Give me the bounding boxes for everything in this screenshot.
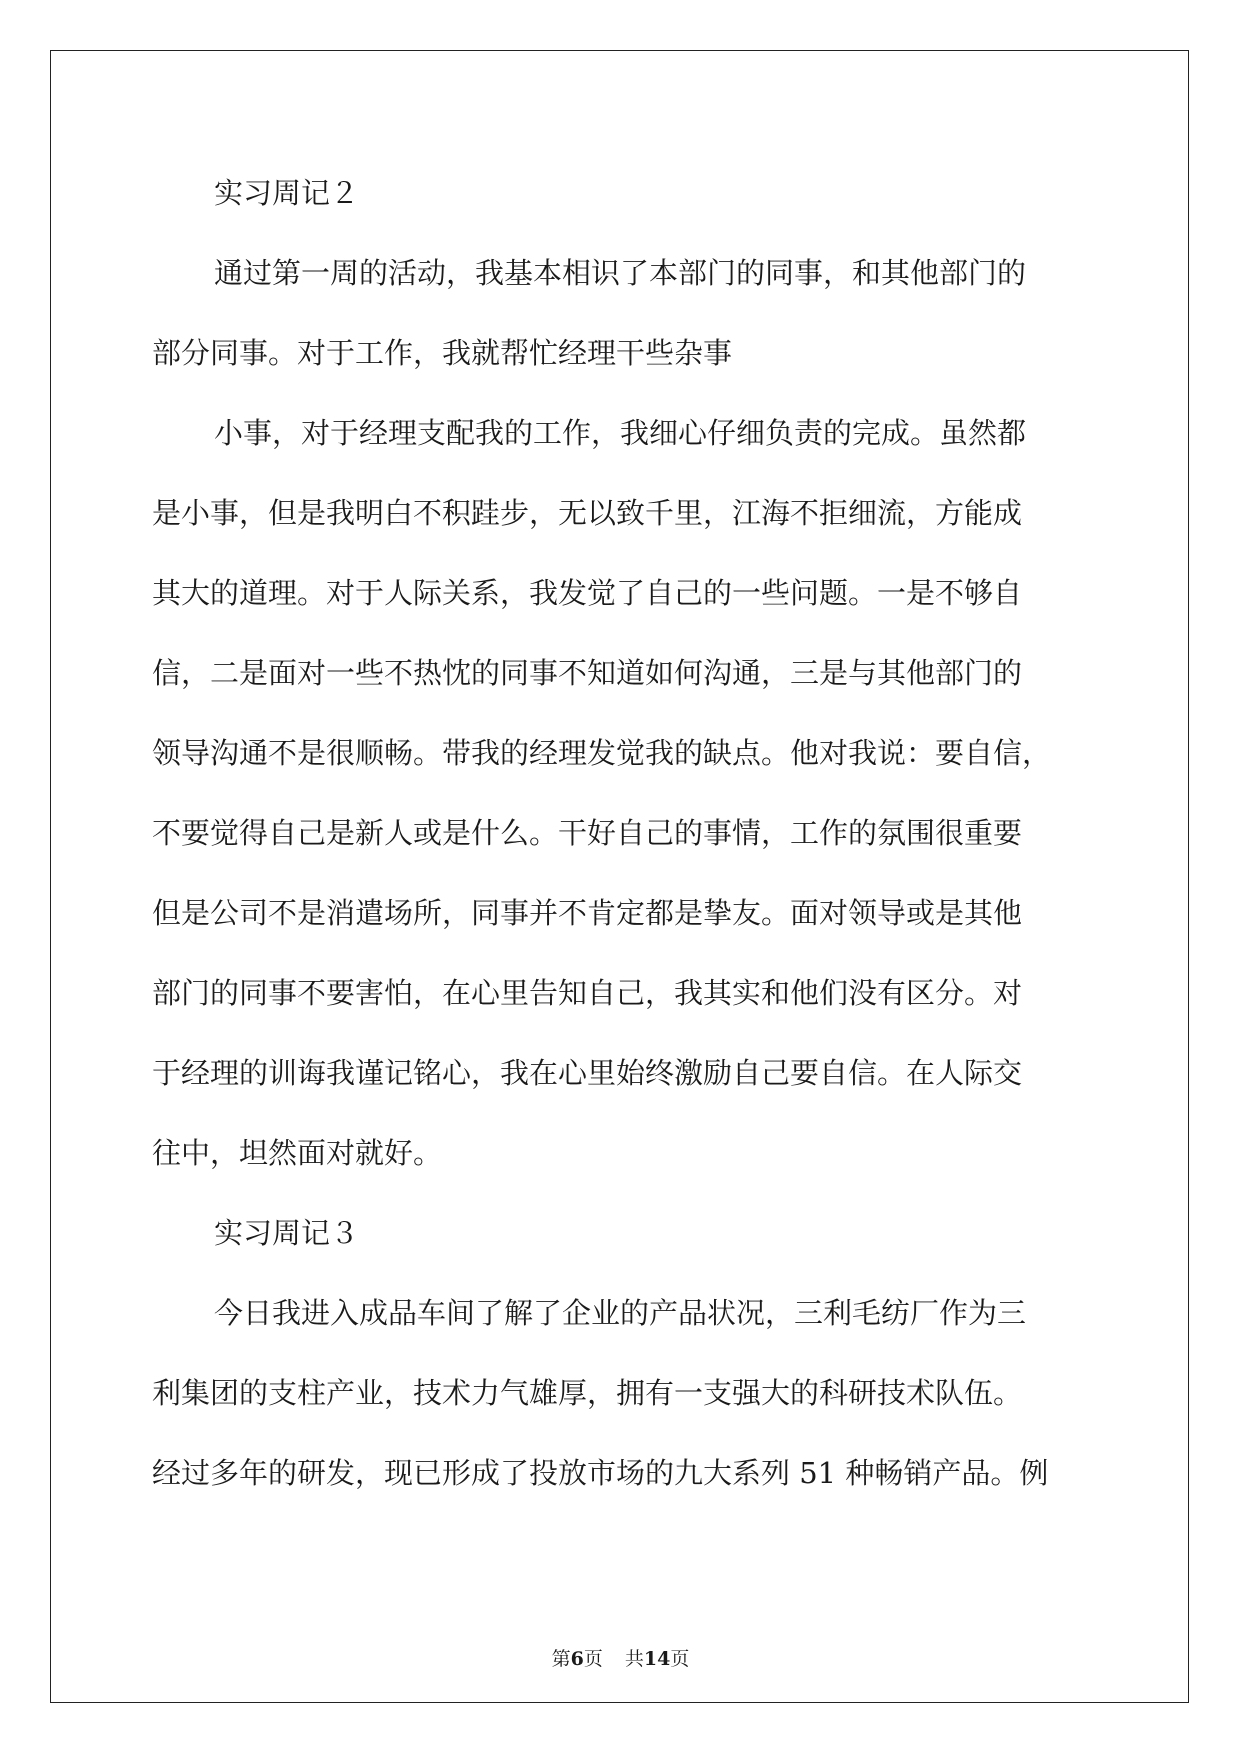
paragraph-line: 小事，对于经理支配我的工作，我细心仔细负责的完成。虽然都 — [214, 416, 1027, 450]
total-prefix: 共 — [624, 1648, 644, 1670]
paragraph-line: 其大的道理。对于人际关系，我发觉了自己的一些问题。一是不够自 — [152, 576, 1023, 610]
paragraph-line: 利集团的支柱产业，技术力气雄厚，拥有一支强大的科研技术队伍。 — [152, 1376, 1023, 1410]
paragraph-line: 部分同事。对于工作，我就帮忙经理干些杂事 — [152, 336, 733, 370]
total-page-number: 14 — [643, 1648, 671, 1670]
page-footer — [0, 1644, 1241, 1671]
paragraph-line: 信，二是面对一些不热忱的同事不知道如何沟通，三是与其他部门的 — [152, 656, 1023, 690]
paragraph-line: 是小事，但是我明白不积跬步，无以致千里，江海不拒细流，方能成 — [152, 496, 1023, 530]
total-unit: 页 — [670, 1648, 690, 1670]
paragraph-line: 往中，坦然面对就好。 — [152, 1136, 443, 1170]
paragraph-line: 领导沟通不是很顺畅。带我的经理发觉我的缺点。他对我说：要自信， — [152, 736, 1052, 770]
paragraph-line: 今日我进入成品车间了解了企业的产品状况，三利毛纺厂作为三 — [214, 1296, 1027, 1330]
paragraph-line: 部门的同事不要害怕，在心里告知自己，我其实和他们没有区分。对 — [152, 976, 1023, 1010]
paragraph-line: 不要觉得自己是新人或是什么。干好自己的事情，工作的氛围很重要 — [152, 816, 1023, 850]
paragraph-line: 但是公司不是消遣场所，同事并不肯定都是挚友。面对领导或是其他 — [152, 896, 1023, 930]
current-page-number: 6 — [570, 1648, 584, 1670]
heading-weekly-note-3: 实习周记３ — [214, 1216, 360, 1250]
page-unit: 页 — [583, 1648, 603, 1670]
heading-weekly-note-2: 实习周记２ — [214, 176, 360, 210]
paragraph-line: 经过多年的研发，现已形成了投放市场的九大系列 51 种畅销产品。例 — [152, 1456, 1049, 1490]
page-prefix: 第 — [551, 1648, 571, 1670]
paragraph-line: 通过第一周的活动，我基本相识了本部门的同事，和其他部门的 — [214, 256, 1027, 290]
paragraph-line: 于经理的训诲我谨记铭心，我在心里始终激励自己要自信。在人际交 — [152, 1056, 1023, 1090]
